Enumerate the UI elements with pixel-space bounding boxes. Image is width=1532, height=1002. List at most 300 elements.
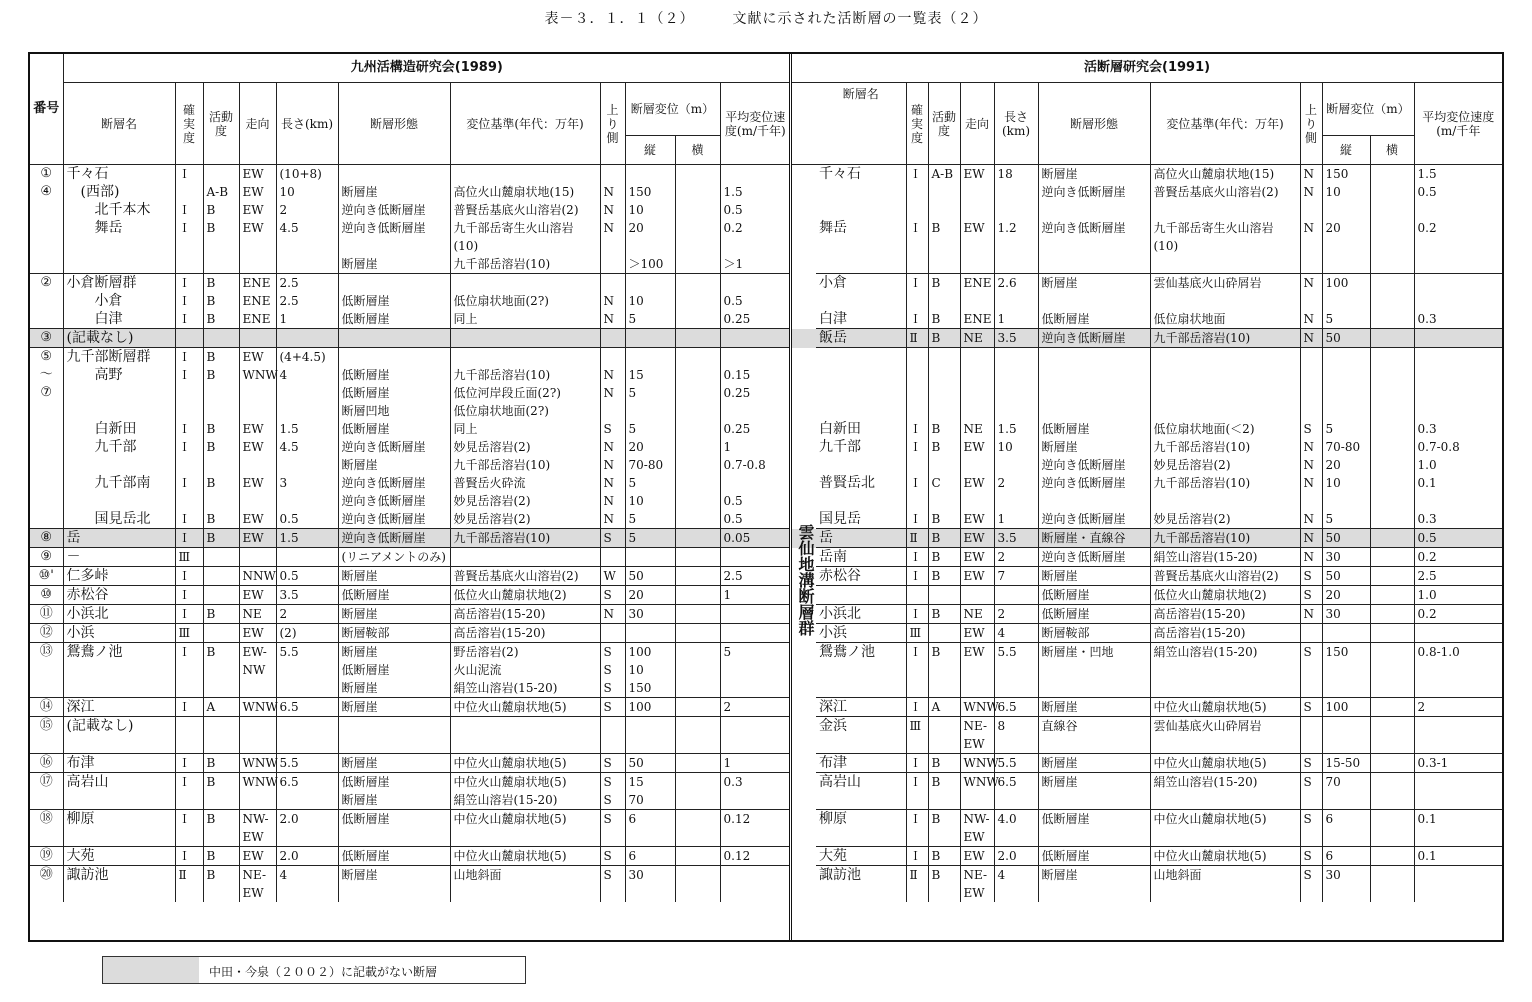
- left-activity: [207, 492, 236, 510]
- left-activity-cell: [203, 810, 239, 847]
- left-certainty: Ｉ: [178, 775, 191, 789]
- right-length-cell: [994, 329, 1038, 348]
- left-disp-vertical: 30: [628, 607, 644, 621]
- left-disp-horizontal: [679, 348, 717, 366]
- left-fault-name: 布津: [66, 755, 95, 771]
- left-rate: [724, 661, 788, 679]
- right-strike-cell: [960, 529, 994, 548]
- right-certainty: Ｉ: [909, 645, 922, 659]
- right-certainty: [910, 679, 925, 697]
- right-activity-cell: [928, 624, 960, 643]
- left-form-cell: [338, 274, 450, 329]
- left-strike-cell: [239, 329, 276, 348]
- left-basis: [454, 717, 597, 735]
- left-upside: S: [603, 700, 612, 714]
- left-rate-cell: [720, 548, 790, 567]
- left-basis: 妙見岳溶岩(2): [453, 440, 531, 454]
- right-certainty: [910, 456, 925, 474]
- left-table: [30, 54, 790, 902]
- right-disp-vertical: [1326, 828, 1367, 846]
- left-strike: EW: [242, 512, 264, 526]
- left-form: 低断層崖: [341, 386, 390, 400]
- right-basis: 絹笠山溶岩(15-20): [1153, 645, 1258, 659]
- row-number-text: ⑰: [39, 774, 53, 789]
- left-disp-horizontal: [679, 402, 717, 420]
- right-form: 低断層崖: [1041, 588, 1090, 602]
- right-basis: 低位扇状地面: [1153, 312, 1226, 326]
- right-disp-horizontal: [1374, 274, 1411, 292]
- right-certainty: Ｉ: [909, 756, 922, 770]
- left-disp-horizontal: [679, 548, 717, 566]
- left-fault-name: 小倉: [66, 293, 123, 309]
- right-basis: (10): [1153, 239, 1179, 253]
- left-upside-cell: [600, 643, 625, 698]
- right-disp-horizontal: [1374, 548, 1411, 566]
- left-activity-cell: [203, 529, 239, 548]
- left-fault-name-cell: [63, 165, 175, 274]
- left-disp-vertical: 5: [628, 512, 637, 526]
- left-upside: N: [603, 294, 614, 308]
- left-activity: B: [206, 276, 216, 290]
- right-disp-horizontal: [1374, 847, 1411, 865]
- left-upside: S: [603, 681, 612, 695]
- row-number: [30, 348, 63, 529]
- group-spacer: [792, 329, 816, 348]
- right-disp-vertical-cell: [1322, 165, 1370, 274]
- left-rate: [724, 329, 788, 347]
- left-fault-name-cell: [63, 329, 175, 348]
- left-fault-name: 柳原: [66, 811, 95, 827]
- right-strike: EW: [963, 512, 985, 526]
- right-rate: 0.3: [1417, 422, 1437, 436]
- left-disp-vertical: 10: [628, 663, 644, 677]
- left-strike: NW: [242, 663, 266, 677]
- left-certainty: Ｉ: [178, 368, 191, 382]
- left-certainty: Ｉ: [178, 531, 191, 545]
- right-disp-vertical: 150: [1325, 167, 1349, 181]
- right-activity: B: [931, 607, 941, 621]
- right-rate: 0.1: [1417, 812, 1437, 826]
- left-length: [280, 828, 335, 846]
- right-activity: [932, 348, 957, 366]
- right-upside: [1304, 717, 1319, 735]
- left-basis: [454, 828, 597, 846]
- right-upside: S: [1303, 645, 1312, 659]
- right-strike: EW: [963, 531, 985, 545]
- left-length-cell: [276, 754, 338, 773]
- left-certainty: Ｉ: [178, 276, 191, 290]
- row-number-text: ⑦: [40, 385, 53, 400]
- left-strike: EW: [242, 221, 264, 235]
- right-disp-horizontal: [1374, 717, 1411, 735]
- left-strike: EW: [242, 886, 264, 900]
- right-activity-cell: [928, 847, 960, 866]
- right-strike: [964, 492, 991, 510]
- row-number: [30, 329, 63, 348]
- right-length-cell: [994, 717, 1038, 754]
- right-rate-cell: [1414, 643, 1502, 698]
- right-basis: [1154, 679, 1297, 697]
- right-upside: N: [1303, 550, 1314, 564]
- left-upside-cell: [600, 165, 625, 274]
- row-number-text: ⑩: [40, 587, 53, 602]
- right-certainty-cell: [906, 274, 928, 329]
- right-form: 逆向き低断層崖: [1041, 458, 1126, 472]
- left-strike: ENE: [242, 312, 271, 326]
- left-fault-name: [67, 237, 172, 255]
- right-certainty: [910, 828, 925, 846]
- left-disp-horizontal: [679, 438, 717, 456]
- row-number-text: ～: [39, 367, 53, 382]
- left-disp-vertical: 50: [628, 569, 644, 583]
- right-strike: EW: [963, 737, 985, 751]
- left-fault-name: [67, 661, 172, 679]
- left-activity: B: [206, 440, 216, 454]
- left-strike: EW: [242, 476, 264, 490]
- left-disp-vertical: ＞100: [628, 257, 664, 271]
- right-rate: [1418, 384, 1500, 402]
- left-length: 4.5: [279, 440, 299, 454]
- right-form: 低断層崖: [1041, 849, 1090, 863]
- right-upside: [1304, 237, 1319, 255]
- right-table-row: [792, 548, 1502, 567]
- left-rate-cell: [720, 717, 790, 754]
- right-strike: [964, 237, 991, 255]
- left-disp-horizontal: [679, 735, 717, 753]
- right-basis-cell: [1150, 717, 1300, 754]
- header-certainty-right: 確実度: [906, 83, 928, 165]
- left-upside: [604, 717, 622, 735]
- right-disp-vertical: 50: [1325, 331, 1341, 345]
- left-basis: (10): [453, 239, 479, 253]
- left-form: 断層崖: [341, 645, 378, 659]
- row-number: [30, 866, 63, 903]
- row-number-text: ⑫: [39, 625, 53, 640]
- left-disp-vertical: 6: [628, 812, 637, 826]
- left-form: 逆向き低断層崖: [341, 476, 426, 490]
- left-fault-name: 小浜: [66, 625, 95, 641]
- right-activity: B: [931, 531, 941, 545]
- left-certainty: Ｉ: [178, 700, 191, 714]
- left-length-cell: [276, 624, 338, 643]
- right-disp-vertical-cell: [1322, 698, 1370, 717]
- right-table-row: [792, 624, 1502, 643]
- left-basis: 普賢岳基底火山溶岩(2): [453, 203, 579, 217]
- left-rate: [724, 274, 788, 292]
- right-basis: [1154, 348, 1297, 366]
- left-rate: 0.25: [723, 422, 751, 436]
- left-strike: [243, 492, 273, 510]
- right-fault-name: [819, 348, 903, 366]
- right-certainty: Ｉ: [909, 276, 922, 290]
- right-fault-name: [819, 366, 903, 384]
- left-basis-cell: [450, 624, 600, 643]
- left-rate-cell: [720, 810, 790, 847]
- right-disp-horizontal-cell: [1370, 717, 1414, 754]
- left-certainty-cell: [175, 624, 203, 643]
- left-basis: 絹笠山溶岩(15-20): [453, 793, 558, 807]
- right-activity: [932, 717, 957, 735]
- left-activity: [207, 884, 236, 902]
- right-length-cell: [994, 773, 1038, 810]
- left-disp-vertical: [629, 548, 672, 566]
- right-form: 断層崖: [1041, 775, 1078, 789]
- left-length: 1.5: [279, 531, 299, 545]
- right-length: [998, 492, 1035, 510]
- left-certainty: [179, 828, 200, 846]
- right-activity: B: [931, 221, 941, 235]
- row-number: [30, 643, 63, 698]
- right-activity: B: [931, 868, 941, 882]
- right-form: 逆向き低断層崖: [1041, 476, 1126, 490]
- left-rate-cell: [720, 847, 790, 866]
- right-basis-cell: [1150, 348, 1300, 529]
- left-activity: B: [206, 531, 216, 545]
- left-form: 逆向き低断層崖: [341, 494, 426, 508]
- right-strike-cell: [960, 605, 994, 624]
- right-length: 1.5: [997, 422, 1017, 436]
- right-upside: S: [1303, 700, 1312, 714]
- right-disp-horizontal: [1374, 237, 1411, 255]
- right-fault-name: 小倉: [819, 275, 847, 291]
- left-strike: EW: [242, 588, 264, 602]
- right-basis: [1154, 492, 1297, 510]
- right-activity-cell: [928, 165, 960, 274]
- left-basis: 野岳溶岩(2): [453, 645, 519, 659]
- left-strike-cell: [239, 165, 276, 274]
- left-activity: [207, 624, 236, 642]
- right-strike: EW: [963, 440, 985, 454]
- right-upside-cell: [1300, 698, 1322, 717]
- right-basis: 高岳溶岩(15-20): [1153, 626, 1246, 640]
- right-certainty-cell: [906, 773, 928, 810]
- right-activity-cell: [928, 586, 960, 605]
- left-disp-vertical: [629, 717, 672, 735]
- left-strike-cell: [239, 754, 276, 773]
- right-certainty: [910, 255, 925, 273]
- right-rate: 0.2: [1417, 221, 1437, 235]
- right-length: 10: [997, 440, 1013, 454]
- right-rate-cell: [1414, 567, 1502, 586]
- left-disp-horizontal-cell: [675, 274, 720, 329]
- right-upside: N: [1303, 531, 1314, 545]
- right-disp-horizontal: [1374, 474, 1411, 492]
- left-upside-cell: [600, 567, 625, 586]
- right-upside: N: [1303, 221, 1314, 235]
- right-basis: 高位火山麓扇状地(15): [1153, 167, 1275, 181]
- right-strike: WNW: [963, 756, 999, 770]
- left-activity: B: [206, 756, 216, 770]
- right-certainty: [910, 366, 925, 384]
- left-activity: B: [206, 607, 216, 621]
- left-certainty-cell: [175, 866, 203, 903]
- right-certainty-cell: [906, 329, 928, 348]
- left-form: 逆向き低断層崖: [341, 203, 426, 217]
- right-activity: [932, 384, 957, 402]
- right-rate: 0.1: [1417, 476, 1437, 490]
- right-upside-cell: [1300, 165, 1322, 274]
- right-length: 4: [997, 868, 1006, 882]
- left-activity: [207, 735, 236, 753]
- left-rate: [724, 866, 788, 884]
- right-rate: 2.5: [1417, 569, 1437, 583]
- row-number: [30, 698, 63, 717]
- right-form: 低断層崖: [1041, 312, 1090, 326]
- right-table-row: [792, 165, 1502, 274]
- right-upside-cell: [1300, 643, 1322, 698]
- right-rate: [1418, 255, 1500, 273]
- left-length: [280, 717, 335, 735]
- right-form-cell: [1038, 548, 1150, 567]
- left-disp-horizontal: [679, 754, 717, 772]
- left-fault-name: 九千部南: [66, 475, 151, 491]
- left-basis-cell: [450, 717, 600, 754]
- left-length: 4: [279, 868, 288, 882]
- right-disp-vertical: 20: [1325, 588, 1341, 602]
- left-certainty: Ｉ: [178, 849, 191, 863]
- left-fault-name: (西部): [66, 184, 120, 200]
- right-disp-vertical: [1326, 255, 1367, 273]
- left-disp-vertical-cell: [625, 643, 675, 698]
- left-disp-horizontal: [679, 567, 717, 585]
- right-disp-horizontal-cell: [1370, 624, 1414, 643]
- left-basis: 絹笠山溶岩(15-20): [453, 681, 558, 695]
- left-strike: [243, 384, 273, 402]
- left-activity-cell: [203, 847, 239, 866]
- row-number: [30, 548, 63, 567]
- left-form-cell: [338, 866, 450, 903]
- right-basis-cell: [1150, 548, 1300, 567]
- left-strike: ENE: [242, 294, 271, 308]
- right-rate-cell: [1414, 754, 1502, 773]
- left-basis-cell: [450, 773, 600, 810]
- right-fault-name: 諏訪池: [819, 867, 861, 883]
- left-form-cell: [338, 624, 450, 643]
- right-length-cell: [994, 847, 1038, 866]
- right-length: [998, 201, 1035, 219]
- left-disp-horizontal: [679, 586, 717, 604]
- right-strike: EW: [963, 886, 985, 900]
- left-activity: A: [206, 700, 216, 714]
- left-strike-cell: [239, 605, 276, 624]
- left-form-cell: [338, 847, 450, 866]
- right-strike: EW: [963, 550, 985, 564]
- left-disp-vertical: [629, 274, 672, 292]
- left-certainty: Ｉ: [178, 203, 191, 217]
- right-rate: 0.3: [1417, 312, 1437, 326]
- left-disp-horizontal-cell: [675, 586, 720, 605]
- right-form: 断層崖: [1041, 868, 1078, 882]
- left-fault-name: 北千本木: [66, 202, 151, 218]
- left-fault-name: 千々石: [66, 166, 109, 182]
- right-disp-horizontal: [1374, 773, 1411, 791]
- left-strike-cell: [239, 717, 276, 754]
- left-basis-cell: [450, 165, 600, 274]
- left-strike: EW: [242, 203, 264, 217]
- left-form: 逆向き低断層崖: [341, 440, 426, 454]
- left-fault-name: [67, 828, 172, 846]
- left-disp-horizontal: [679, 366, 717, 384]
- left-strike: [243, 548, 273, 566]
- left-activity: [207, 255, 236, 273]
- left-rate: 0.5: [723, 294, 743, 308]
- right-strike-cell: [960, 698, 999, 717]
- right-disp-horizontal: [1374, 735, 1411, 753]
- left-certainty-cell: [175, 810, 203, 847]
- left-disp-horizontal: [679, 274, 717, 292]
- right-disp-vertical-cell: [1322, 329, 1370, 348]
- right-rate: [1418, 624, 1500, 642]
- left-activity: B: [206, 203, 216, 217]
- left-certainty: Ｉ: [178, 588, 191, 602]
- left-activity-cell: [203, 754, 239, 773]
- right-certainty: [910, 661, 925, 679]
- right-disp-vertical: [1326, 201, 1367, 219]
- left-disp-horizontal: [679, 183, 717, 201]
- left-upside: [604, 329, 622, 347]
- right-activity-cell: [928, 754, 960, 773]
- right-basis: 普賢岳基底火山溶岩(2): [1153, 569, 1279, 583]
- row-number: [30, 165, 63, 274]
- left-table-row: [30, 773, 790, 810]
- right-disp-horizontal: [1374, 438, 1411, 456]
- right-certainty: Ⅱ: [909, 531, 918, 545]
- left-certainty: Ｉ: [178, 350, 191, 364]
- left-strike-cell: [239, 847, 276, 866]
- left-activity-cell: [203, 165, 239, 274]
- right-strike: EW: [963, 167, 985, 181]
- left-form: 逆向き低断層崖: [341, 512, 426, 526]
- right-upside: N: [1303, 458, 1314, 472]
- right-upside: [1304, 292, 1319, 310]
- left-upside: [604, 165, 622, 183]
- left-certainty: Ⅲ: [178, 550, 191, 564]
- right-fault-name: 鴛鴦ノ池: [819, 644, 875, 660]
- left-strike: WNW: [242, 756, 278, 770]
- left-fault-name-cell: [63, 529, 175, 548]
- right-rate: [1418, 348, 1500, 366]
- left-strike: [243, 735, 273, 753]
- right-disp-horizontal: [1374, 402, 1411, 420]
- right-certainty: [910, 735, 925, 753]
- right-activity: B: [931, 276, 941, 290]
- left-disp-vertical-cell: [625, 698, 675, 717]
- left-strike: NW-: [242, 812, 269, 826]
- left-rate: [724, 828, 788, 846]
- left-disp-vertical: 20: [628, 221, 644, 235]
- header-horizontal-right: 横: [1370, 136, 1414, 165]
- left-rate: 1.5: [723, 185, 743, 199]
- left-upside-cell: [600, 698, 625, 717]
- left-certainty: Ｉ: [178, 422, 191, 436]
- right-rate-cell: [1414, 773, 1502, 810]
- left-form: [342, 717, 447, 735]
- header-fault-name: 断層名: [63, 83, 175, 165]
- left-basis: [454, 348, 597, 366]
- left-certainty: [179, 255, 200, 273]
- left-upside: S: [603, 868, 612, 882]
- left-length: [280, 384, 335, 402]
- right-form: [1042, 884, 1147, 902]
- right-form: [1042, 661, 1147, 679]
- left-basis: [454, 548, 597, 566]
- left-strike: [243, 255, 273, 273]
- left-upside: [604, 255, 622, 273]
- right-length: [998, 735, 1035, 753]
- left-activity: [207, 679, 236, 697]
- right-basis: [1154, 735, 1297, 753]
- left-activity-cell: [203, 624, 239, 643]
